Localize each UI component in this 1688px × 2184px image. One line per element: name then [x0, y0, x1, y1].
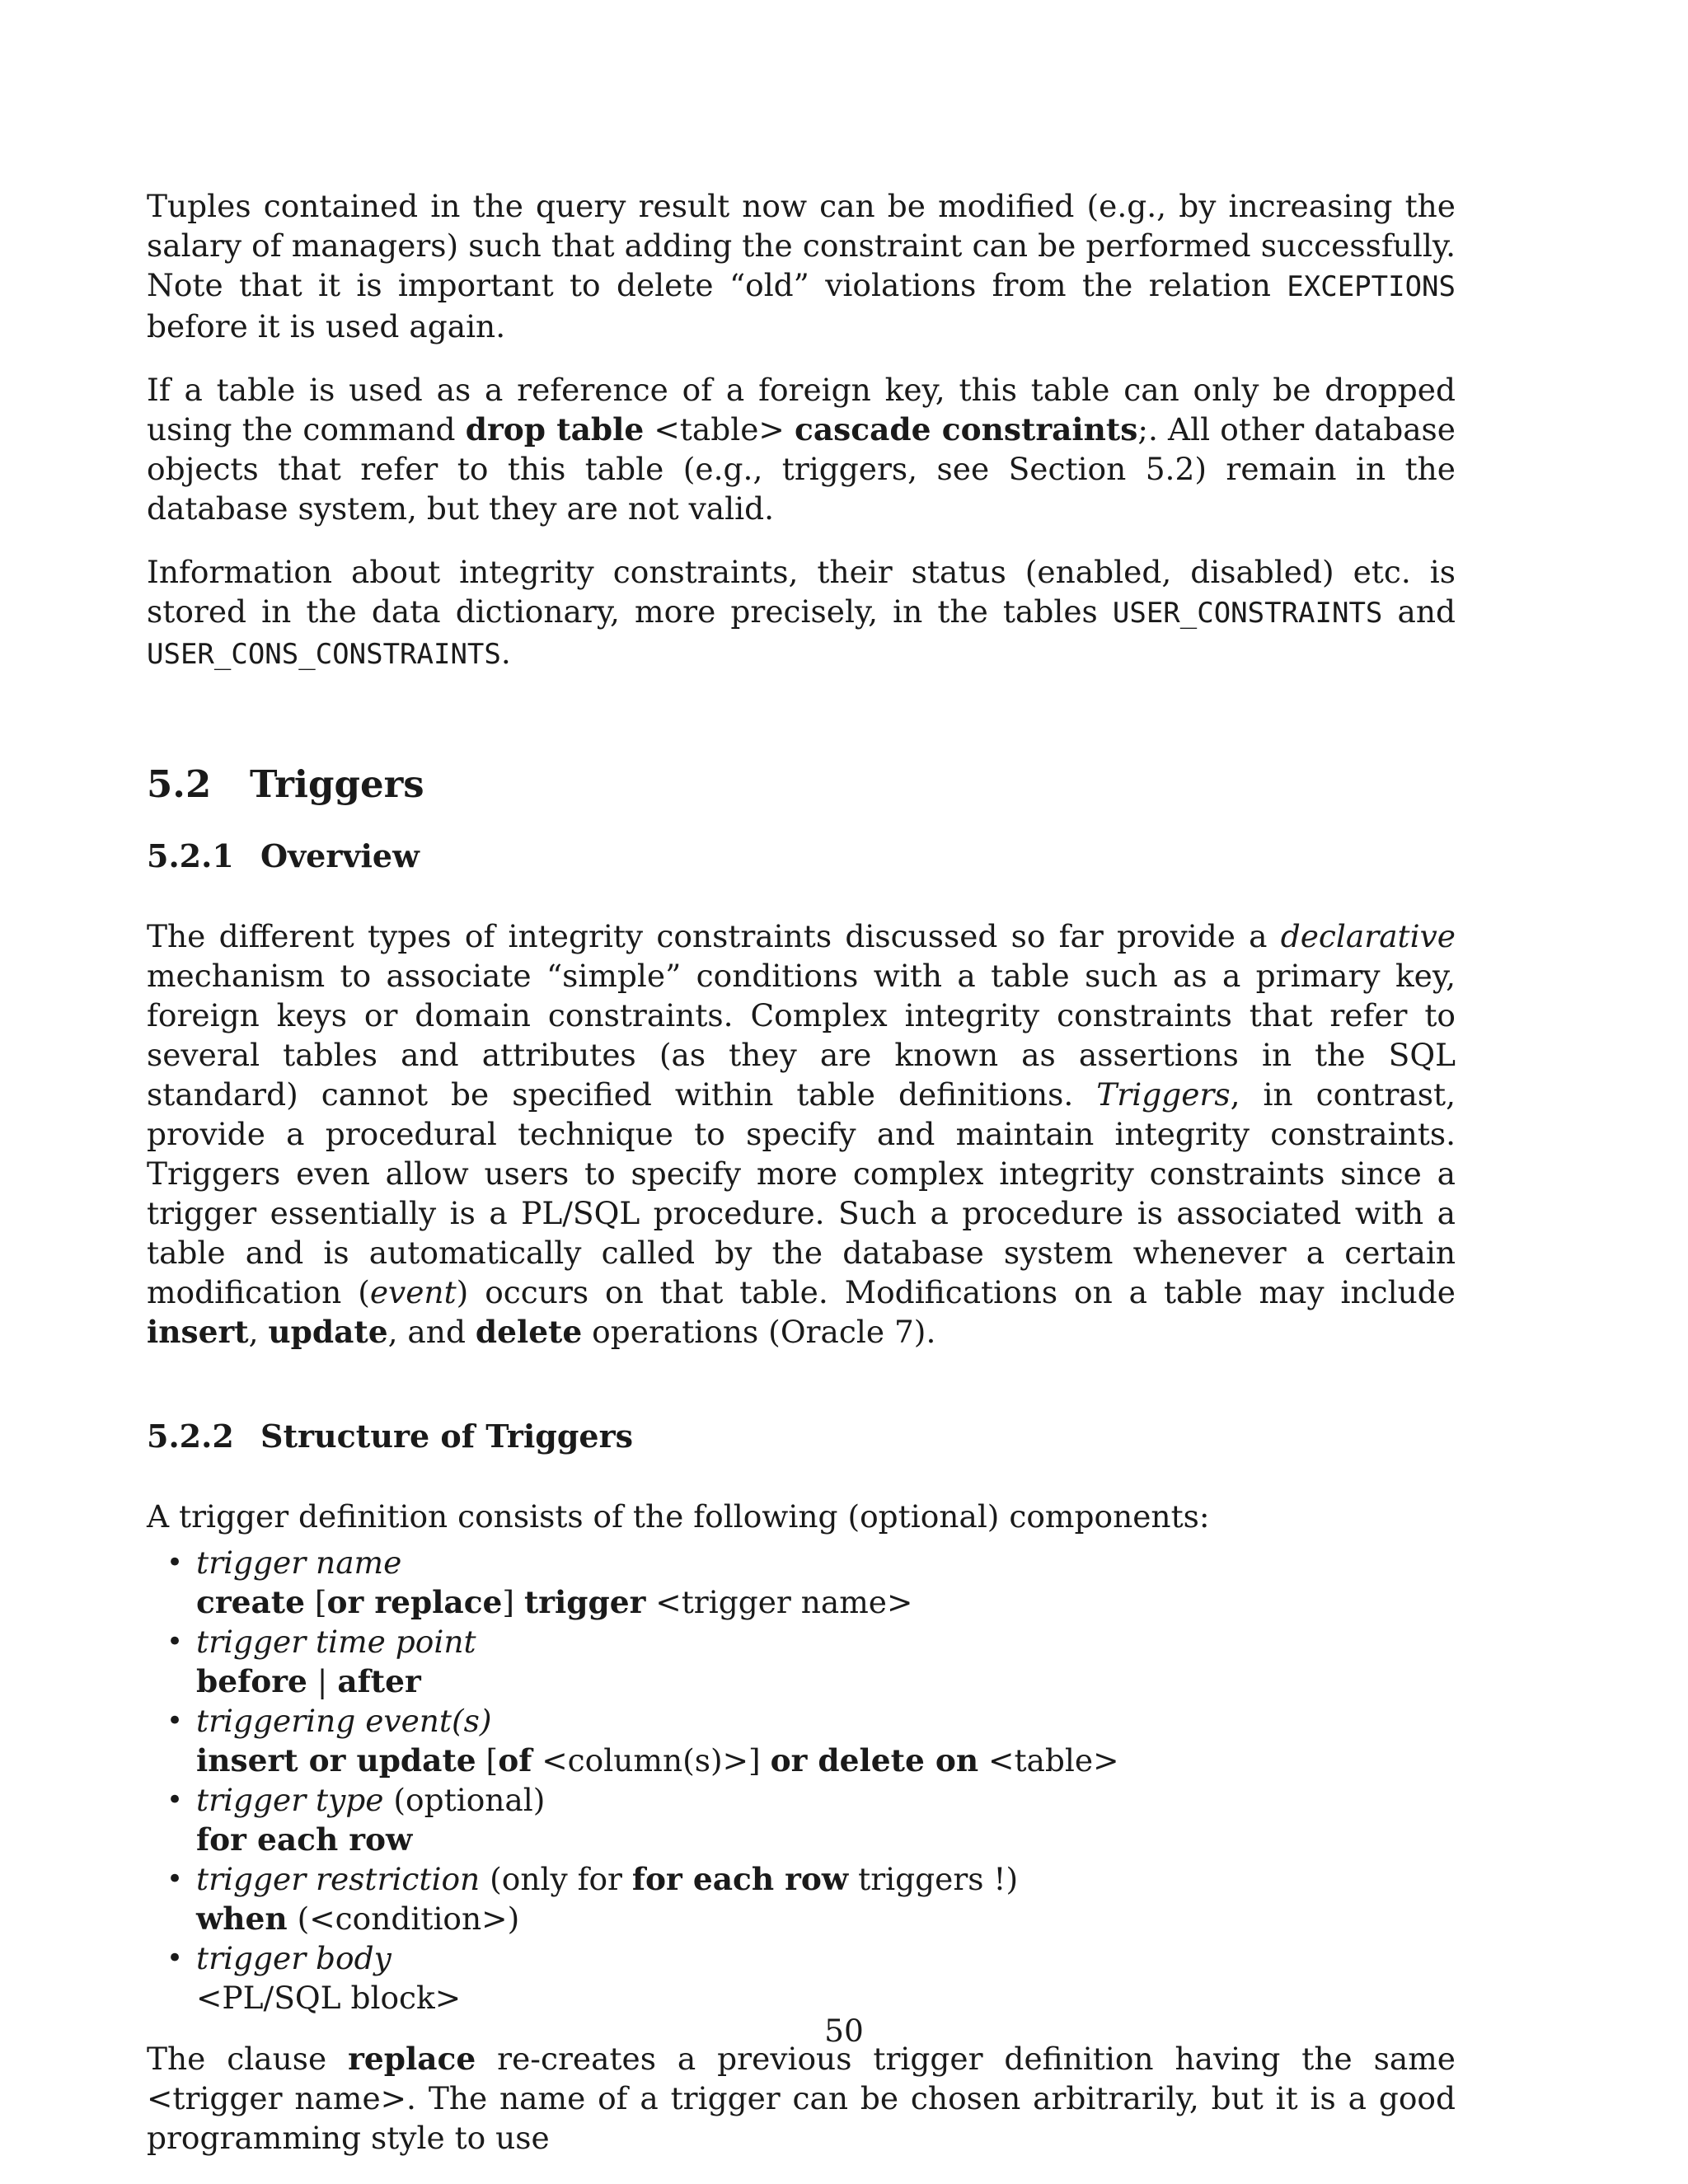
- paragraph-structure-intro: A trigger definition consists of the following (optional) components:: [147, 1498, 1210, 1535]
- code-exceptions: EXCEPTIONS: [1287, 270, 1456, 303]
- page-number: 50: [824, 2013, 864, 2049]
- list-item: • trigger type (optional) for each row: [166, 1782, 546, 1858]
- subsection-heading-overview: [147, 837, 1456, 876]
- list-item: • trigger body <PL/SQL block>: [166, 1940, 462, 2016]
- keyword-cascade-constraints: cascade constraints: [795, 411, 1138, 448]
- paragraph-exceptions: Tuples contained in the query result now can be modified (e.g., by increasing the salary of managers) such that adding the constraint can be performed successfully. Note that it is important to delete “old” violations from the relation EXCEPTIONS before it is used again.: [147, 188, 1456, 344]
- bullet-icon: •: [166, 1704, 184, 1737]
- section-title: Triggers: [250, 762, 424, 806]
- list-item: • trigger time point before | after: [166, 1624, 476, 1699]
- subsection-title: Structure of Triggers: [260, 1418, 634, 1455]
- section-number: 5.2: [147, 762, 212, 806]
- list-item: • trigger restriction (only for for each row triggers !) when (<condition>): [166, 1861, 1019, 1937]
- bullet-icon: •: [166, 1783, 184, 1816]
- list-item: • triggering event(s) insert or update [of <column(s)>] or delete on <table>: [166, 1703, 1119, 1779]
- subsection-number: 5.2.2: [147, 1418, 234, 1455]
- section-heading-triggers: [147, 761, 1456, 808]
- bullet-icon: •: [166, 1625, 184, 1658]
- code-user-constraints: USER_CONSTRAINTS: [1112, 597, 1383, 630]
- paragraph-data-dictionary: Information about integrity constraints, their status (enabled, disabled) etc. is stored in the data dictionary, more precisely, in the tables USER_CONSTRAINTS and USER_CONS_CONSTRAINTS.: [147, 554, 1456, 671]
- list-item: • trigger name create [or replace] trigger <trigger name>: [166, 1544, 913, 1620]
- bullet-icon: •: [166, 1942, 184, 1975]
- paragraph-replace-clause: The clause replace re-creates a previous trigger definition having the same <trigger name>. The name of a trigger can be chosen arbitrarily, but it is a good programming style to use: [147, 2041, 1456, 2156]
- bullet-icon: •: [166, 1863, 184, 1896]
- subsection-heading-structure: [147, 1417, 1456, 1456]
- trigger-components-list: [147, 1543, 1456, 2018]
- keyword-drop-table: drop table: [465, 411, 645, 448]
- paragraph-drop-table: If a table is used as a reference of a foreign key, this table can only be dropped using the command drop table <table> cascade constraints;. All other database objects that refer to this table (e.g., triggers, see Section 5.2) remain in the database system, but they are not valid.: [147, 372, 1456, 527]
- code-user-cons-constraints: USER_CONS_CONSTRAINTS: [147, 638, 501, 671]
- subsection-number: 5.2.1: [147, 837, 234, 874]
- paragraph-overview: The different types of integrity constraints discussed so far provide a declarative mechanism to associate “simple” conditions with a table such as a primary key, foreign keys or domain constraints. Complex integrity constraints that refer to several tables and attributes (as they are known as assertions in the SQL standard) cannot be specified within table definitions. Triggers, in contrast, provide a procedural technique to specify and maintain integrity constraints. Triggers even allow users to specify more complex integrity constraints since a trigger essentially is a PL/SQL procedure. Such a procedure is associated with a table and is automatically called by the database system whenever a certain modification (event) occurs on that table. Modifications on a table may include insert, update, and delete operations (Oracle 7).: [147, 918, 1456, 1350]
- bullet-icon: •: [166, 1546, 184, 1579]
- subsection-title: Overview: [260, 837, 420, 874]
